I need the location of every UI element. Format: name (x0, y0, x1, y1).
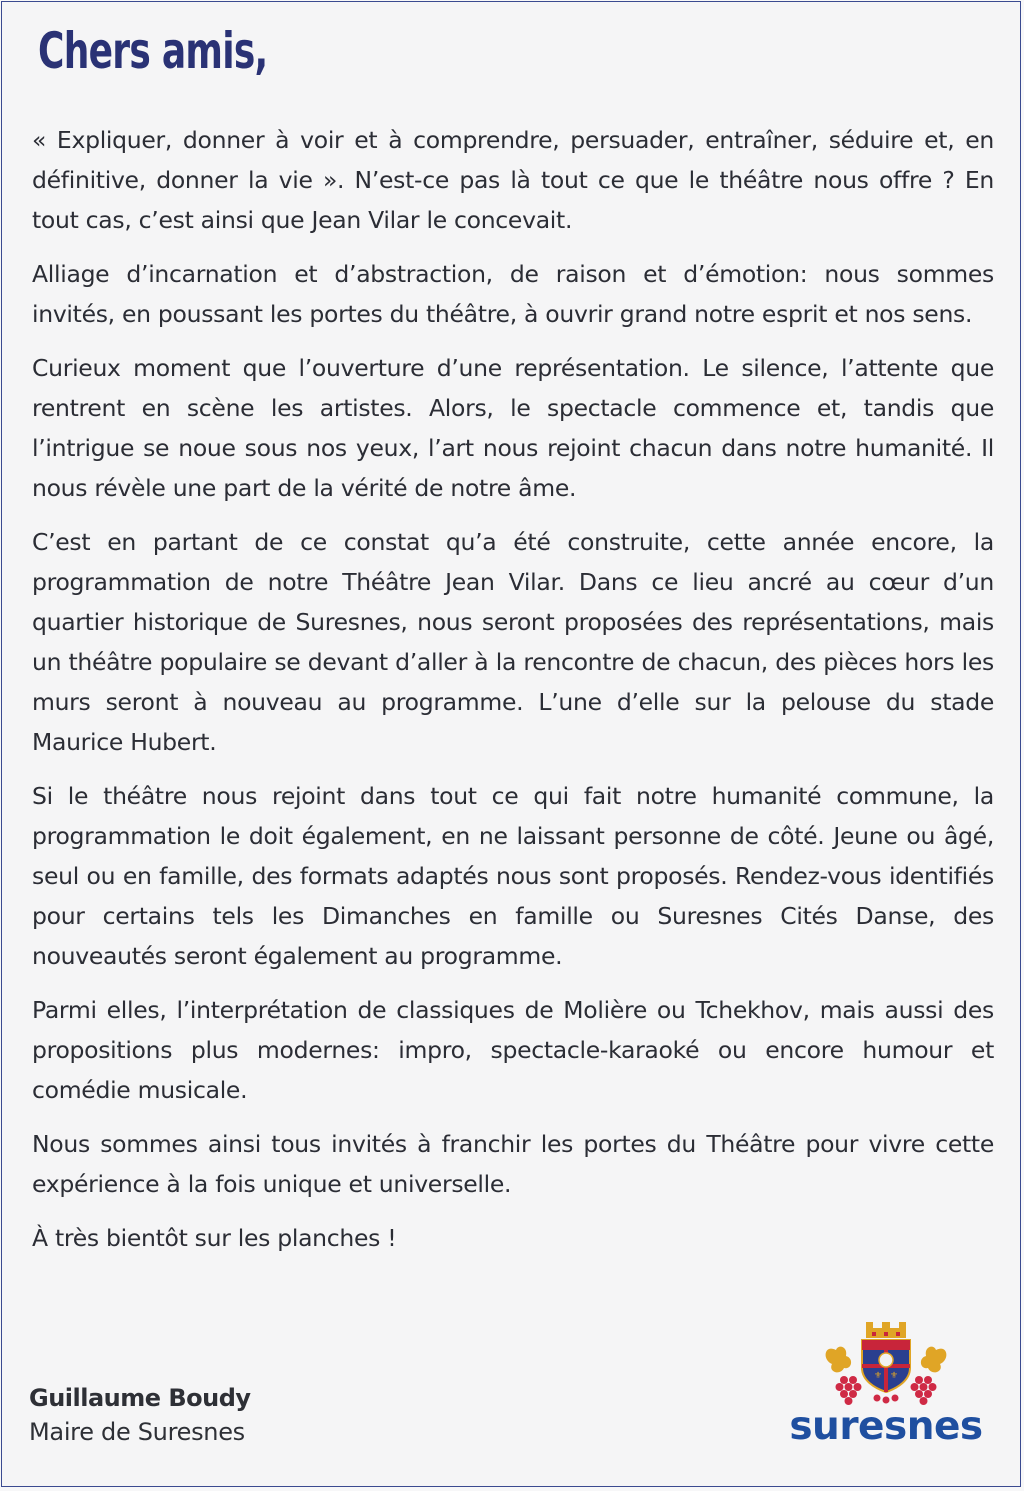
paragraph-3: Curieux moment que l’ouverture d’une représentation. Le silence, l’attente que rentrent en scène les artistes. Alors, le spectacle commence et, tandis que l’intrigue se noue sous nos yeux, l’art nous rejoint chacun dans notre humanité. Il nous révèle une part de la vérité de notre âme. (32, 354, 994, 502)
paragraph-4: C’est en partant de ce constat qu’a été construite, cette année encore, la programmation de notre Théâtre Jean Vilar. Dans ce lieu ancré au cœur d’un quartier historique de Suresnes, nous seront proposées des représentations, mais un théâtre populaire se devant d’aller à la rencontre de chacun, des pièces hors les murs seront à nouveau au programme. L’une d’elle sur la pelouse du stade Maurice Hubert. (32, 528, 994, 756)
letter-body (32, 120, 994, 1272)
suresnes-coat-of-arms-icon (822, 1320, 950, 1406)
letter-page (1, 1, 1021, 1487)
paragraph-6: Parmi elles, l’interprétation de classiques de Molière ou Tchekhov, mais aussi des propositions plus modernes: impro, spectacle-karaoké ou encore humour et comédie musicale. (32, 996, 994, 1104)
signatory-name: Guillaume Boudy (29, 1384, 251, 1412)
svg-text:⚜: ⚜ (890, 1371, 899, 1381)
paragraph-1: « Expliquer, donner à voir et à comprendre, persuader, entraîner, séduire et, en définitive, donner la vie ». N’est-ce pas là tout ce que le théâtre nous offre ? En tout cas, c’est ainsi que Jean Vilar le concevait. (32, 126, 994, 234)
paragraph-2: Alliage d’incarnation et d’abstraction, de raison et d’émotion: nous sommes invités, en poussant les portes du théâtre, à ouvrir grand notre esprit et nos sens. (32, 260, 994, 328)
letter-title: Chers amis, (38, 22, 268, 80)
suresnes-logo (786, 1320, 986, 1460)
signature-block (29, 1384, 251, 1446)
paragraph-5: Si le théâtre nous rejoint dans tout ce qui fait notre humanité commune, la programmation le doit également, en ne laissant personne de côté. Jeune ou âgé, seul ou en famille, des formats adaptés nous sont proposés. Rendez-vous identifiés pour certains tels les Dimanches en famille ou Suresnes Cités Danse, des nouveautés seront également au programme. (32, 782, 994, 970)
paragraph-7: Nous sommes ainsi tous invités à franchir les portes du Théâtre pour vivre cette expérience à la fois unique et universelle. (32, 1130, 994, 1198)
paragraph-closing: À très bientôt sur les planches ! (32, 1224, 397, 1252)
svg-text:⚜: ⚜ (874, 1371, 883, 1381)
suresnes-wordmark: suresnes (789, 1404, 983, 1449)
signatory-role: Maire de Suresnes (29, 1418, 245, 1446)
